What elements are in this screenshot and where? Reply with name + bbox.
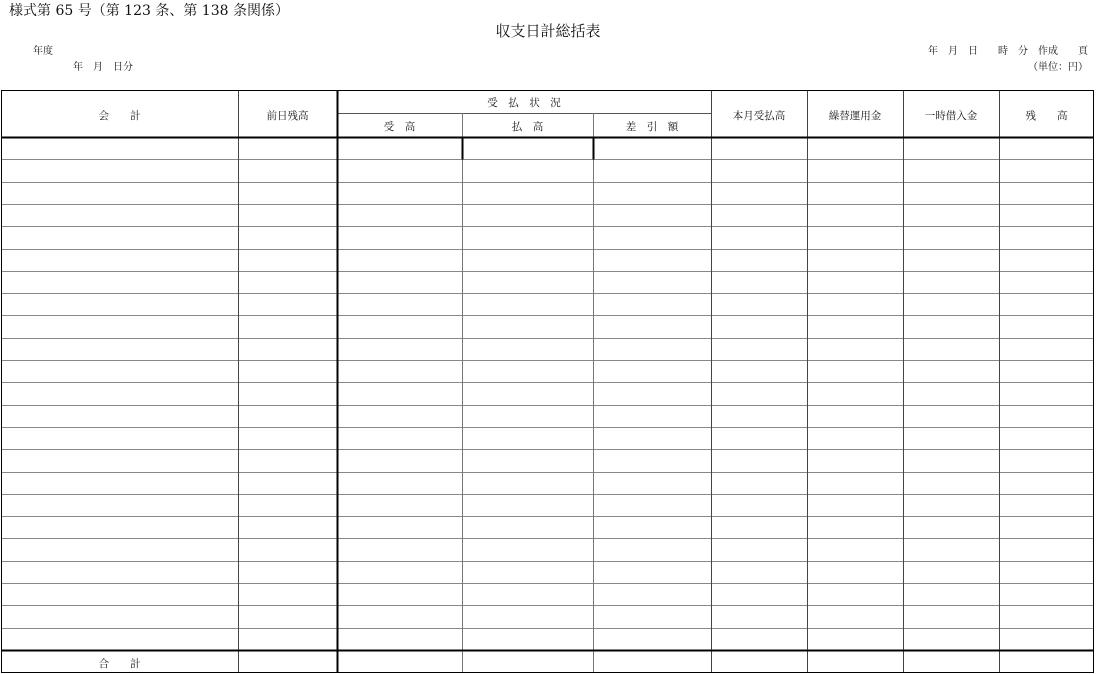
total-row-label: 合 計 — [98, 658, 141, 670]
header-month-received-paid: 本月受払高 — [732, 110, 786, 122]
header-temp-borrowing: 一時借入金 — [924, 110, 978, 122]
header-account: 会 計 — [98, 110, 141, 122]
fiscal-year-label: 年度 — [33, 46, 53, 57]
header-balance: 残 高 — [1025, 110, 1068, 122]
created-label: 年 月 日 時 分 作成 頁 — [928, 46, 1088, 57]
date-label: 年 月 日分 — [73, 62, 133, 73]
unit-label: （単位：円） — [1028, 62, 1088, 73]
header-transfer-operation: 繰替運用金 — [828, 110, 882, 122]
header-receipts-payments: 受 払 状 況 — [487, 97, 561, 109]
header-difference: 差 引 額 — [625, 121, 679, 133]
form-number: 様式第 65 号（第 123 条、第 138 条関係） — [9, 3, 289, 19]
header-received: 受 高 — [383, 121, 416, 133]
header-paid: 払 高 — [511, 121, 544, 133]
header-prev-balance: 前日残高 — [266, 110, 309, 122]
page-title: 収支日計総括表 — [495, 22, 601, 40]
